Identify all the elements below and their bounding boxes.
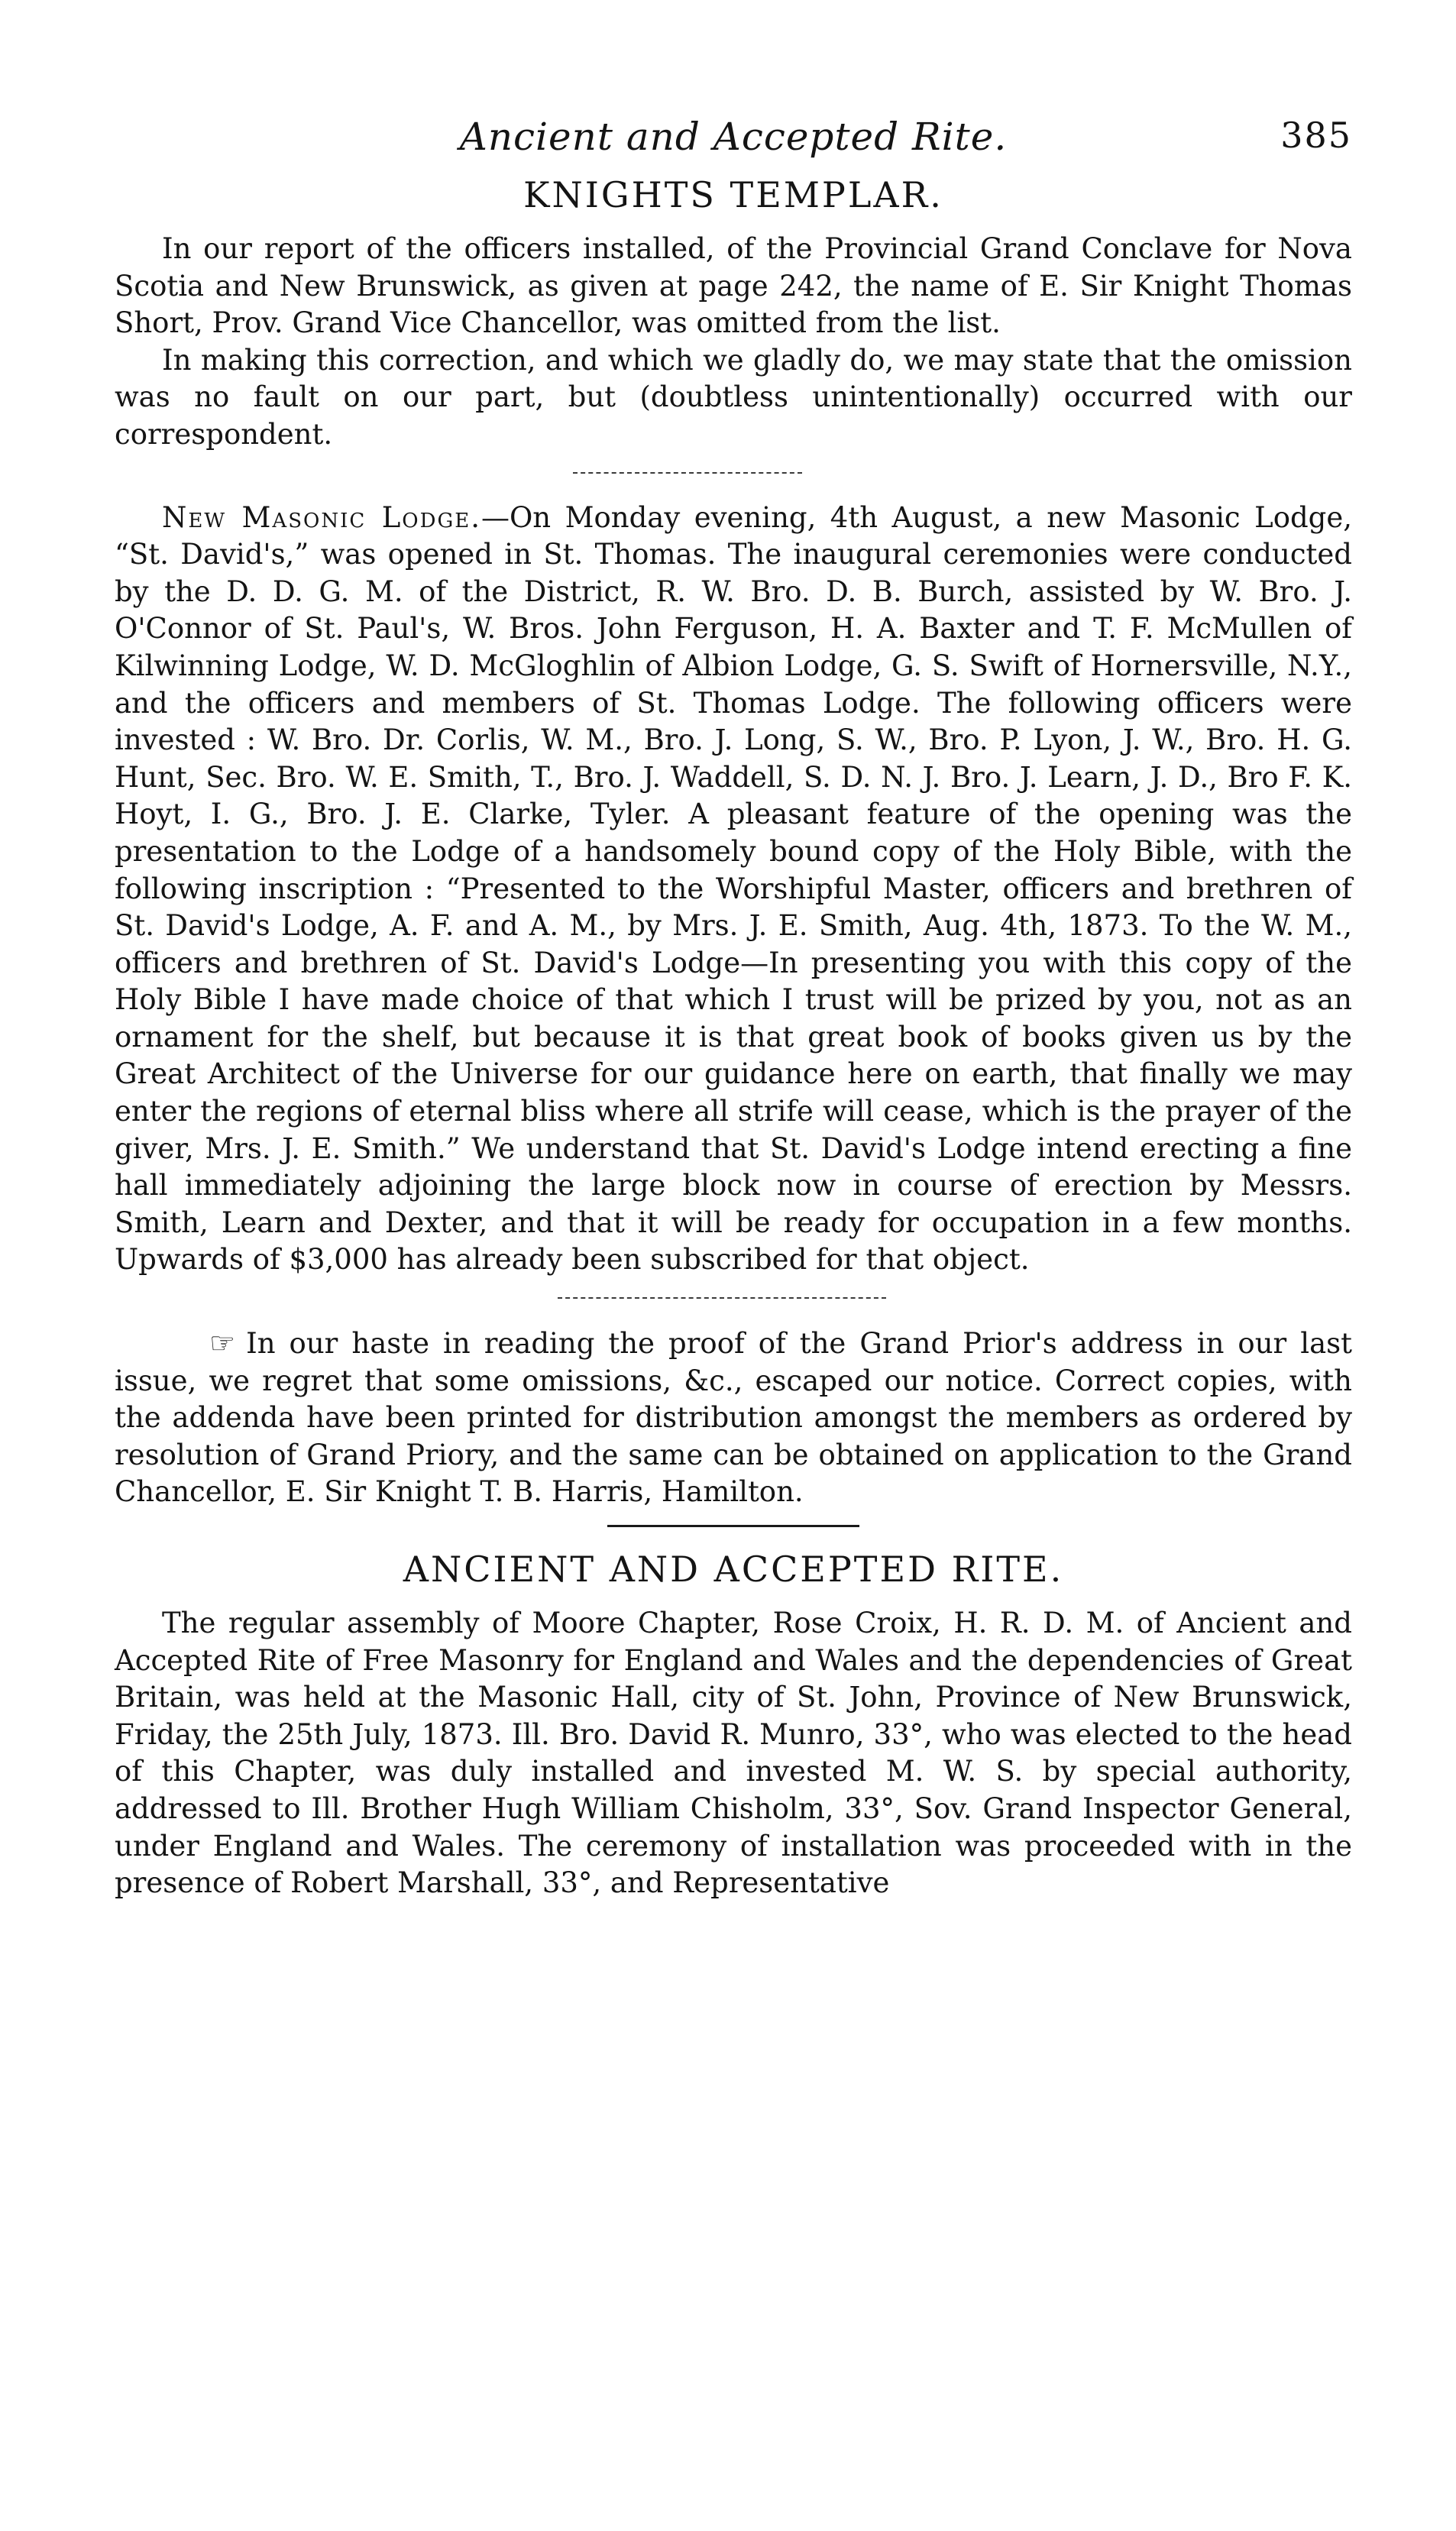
divider-dash [573, 472, 802, 474]
section-heading-knights-templar: KNIGHTS TEMPLAR. [523, 174, 943, 215]
paragraph-moore-chapter: The regular assembly of Moore Chapter, Rose Croix, H. R. D. M. of Ancient and Accepted Rite of Free Masonry for England and Wales and the dependencies of Great Britain, was held at the Masonic Hall, city of St. John, Province of New Brunswick, Friday, the 25th July, 1873. Ill. Bro. David R. Munro, 33°, who was elected to the head of this Chapter, was duly installed and invested M. W. S. by special authority, addressed to Ill. Brother Hugh William Chisholm, 33°, Sov. Grand Inspector General, under England and Wales. The ceremony of installation was proceeded with in the presence of Robert Marshall, 33°, and Representative [115, 1607, 1352, 1900]
document-page [115, 115, 1352, 1902]
run-in-heading-new-masonic-lodge: New Masonic Lodge. [162, 500, 481, 534]
paragraph-new-masonic-lodge [115, 500, 1352, 1279]
dashed-divider [115, 1285, 1352, 1311]
pointing-hand-icon: ☞ [209, 1326, 236, 1361]
dashed-divider [115, 460, 1352, 486]
errata-notice-body: In our haste in reading the proof of the Grand Prior's address in our last issue, we regret that some omissions, &c., escaped our notice. Correct copies, with the addenda have been printed for distribution amongst the members as ordered by resolution of Grand Priory, and the same can be obtained on application to the Grand Chancellor, E. Sir Knight T. B. Harris, Hamilton. [115, 1327, 1352, 1509]
running-head [115, 115, 1352, 170]
section-heading-ancient-accepted-rite: ANCIENT AND ACCEPTED RITE. [403, 1549, 1064, 1590]
divider-dash [558, 1297, 886, 1299]
paragraph-correction-note: In making this correction, and which we gladly do, we may state that the omission was no fault on our part, but (doubtless unintentionally) occurred with our correspondent. [115, 343, 1352, 451]
page-number: 385 [1280, 115, 1352, 156]
paragraph-errata-notice [115, 1325, 1352, 1511]
running-title: Ancient and Accepted Rite. [459, 115, 1008, 159]
new-lodge-body: —On Monday evening, 4th August, a new Masonic Lodge, “St. David's,” was opened in St. Thomas. The inaugural ceremonies were conducted by the D. D. G. M. of the District, R. W. Bro. D. B. Burch, assisted by W. Bro. J. O'Connor of St. Paul's, W. Bros. John Ferguson, H. A. Baxter and T. F. McMullen of Kilwinning Lodge, W. D. McGloghlin of Albion Lodge, G. S. Swift of Hornersville, N.Y., and the officers and members of St. Thomas Lodge. The following officers were invested : W. Bro. Dr. Corlis, W. M., Bro. J. Long, S. W., Bro. P. Lyon, J. W., Bro. H. G. Hunt, Sec. Bro. W. E. Smith, T., Bro. J. Waddell, S. D. N. J. Bro. J. Learn, J. D., Bro F. K. Hoyt, I. G., Bro. J. E. Clarke, Tyler. A pleasant feature of the opening was the presentation to the Lodge of a handsomely bound copy of the Holy Bible, with the following inscription : “Presented to the Worshipful Master, officers and brethren of St. David's Lodge, A. F. and A. M., by Mrs. J. E. Smith, Aug. 4th, 1873. To the W. M., officers and brethren of St. David's Lodge—In presenting you with this copy of the Holy Bible I have made choice of that which I trust will be prized by you, not as an ornament for the shelf, but because it is that great book of books given us by the Great Architect of the Universe for our guidance here on earth, that finally we may enter the regions of eternal bliss where all strife will cease, which is the prayer of the giver, Mrs. J. E. Smith.” We understand that St. David's Lodge intend erecting a fine hall immediately adjoining the large block now in course of erection by Messrs. Smith, Learn and Dexter, and that it will be ready for occupation in a few months. Upwards of $3,000 has already been subscribed for that object. [115, 500, 1353, 1277]
paragraph-correction-report: In our report of the officers installed, of the Provincial Grand Conclave for Nova Scotia and New Brunswick, as given at page 242, the name of E. Sir Knight Thomas Short, Prov. Grand Vice Chancellor, was omitted from the list. [115, 232, 1352, 340]
section-rule [607, 1525, 859, 1527]
